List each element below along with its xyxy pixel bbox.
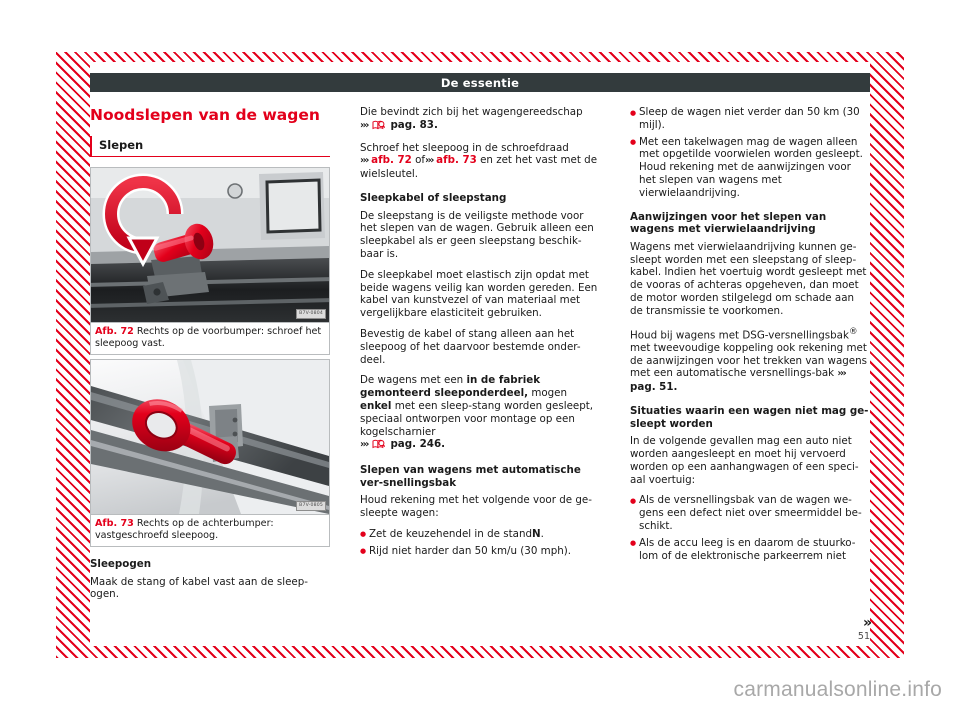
paragraph-dsg-a: Houd bij wagens met DSG-versnellingsbak — [630, 328, 849, 341]
paragraph-dsg-gearbox — [630, 326, 870, 394]
figure-72-caption-text: Rechts op de voorbumper: schroef het sleepoog vast. — [95, 326, 322, 349]
left-column — [90, 106, 330, 646]
paragraph-sleepogen: Maak de stang of kabel vast aan de sleep-ogen. — [90, 575, 309, 601]
page-title: Noodslepen van de wagen — [90, 106, 320, 124]
paragraph-factory-bold-2: enkel — [360, 399, 392, 412]
paragraph-factory-b: mogen — [531, 387, 568, 400]
chevron-ref-icon: ››› — [360, 439, 368, 451]
chevron-ref-icon: ››› — [360, 155, 368, 167]
continuation-arrow-icon: » — [862, 615, 870, 631]
section-heading-slepen: Slepen — [90, 136, 330, 157]
paragraph-factory-bold-1: in de fabriek gemonteerd sleeponderdeel, — [360, 374, 541, 400]
bullet-list-no-towing — [630, 494, 870, 562]
right-column — [630, 106, 870, 646]
figure-72-caption — [91, 322, 329, 354]
paragraph-factory-c: met een sleep-stang worden gesleept, speciaal ontworpen voor montage op een kogelscharnier — [360, 399, 594, 438]
paragraph-no-towing-intro: In de volgende gevallen mag een auto niet worden aangesleept en moet hij vervoerd worden op een aanhangwagen of een speci-aal voertuig: — [630, 435, 859, 486]
manual-page-frame — [56, 52, 904, 658]
page-reference-83[interactable]: pag. 83. — [390, 118, 438, 131]
paragraph-tool-location-text: Die bevindt zich bij het wagengereedschap — [360, 106, 583, 118]
figure-73-caption-text: Rechts op de achterbumper: vastgeschroefd sleepoog. — [95, 518, 274, 541]
paragraph-four-wheel-drive: Wagens met vierwielaandrijving kunnen ge-sleept worden met een sleepstang of sleep-kabel. Indien het voertuig wordt gesleept met de vooras of achteras opgeheven, dan moet de motor worden stilgelegd om schade aan de transmissie te voorkomen. — [630, 240, 867, 317]
chevron-ref-icon: ››› — [360, 119, 368, 131]
figure-72 — [90, 167, 330, 355]
figure-ref-73[interactable]: afb. 73 — [436, 154, 477, 167]
paragraph-sleepkabel-elastic: De sleepkabel moet elastisch zijn opdat met beide wagens veilig kan worden gereden. Een kabel van kunstvezel of van materiaal met vergelijkbare elasticiteit gebruiken. — [360, 268, 598, 320]
figure-72-code: B7V-0804 — [296, 309, 326, 319]
bullet-0-bold: N — [532, 527, 541, 540]
page-footer — [630, 617, 870, 642]
figure-73-image — [91, 360, 329, 514]
bullet-list-towing-limits — [630, 106, 870, 200]
list-item: ● Als de accu leeg is en daarom de stuurko-lom of de elektronische parkeerrem niet — [630, 537, 870, 563]
paragraph-factory-a: De wagens met een — [360, 374, 464, 387]
page-header-title: De essentie — [440, 75, 520, 90]
paragraph-screw-tow-eye — [360, 142, 600, 181]
page-sheet — [90, 62, 870, 646]
paragraph-screw-tail: en zet het vast met de wielsleutel. — [360, 154, 598, 181]
paragraph-sleepstang-safest: De sleepstang is de veiligste methode voor het slepen van de wagen. Gebruik alleen een sleepkabel als er geen sleepstang beschik-baar is. — [360, 209, 594, 260]
subheading-sleepkabel-of-sleepstang: Sleepkabel of sleepstang — [360, 191, 507, 204]
conjunction-of: of — [415, 154, 425, 167]
list-item — [360, 545, 600, 558]
figure-73-caption-number: Afb. 73 — [95, 518, 134, 529]
page-header-bar — [90, 73, 870, 92]
paragraph-tool-location — [360, 106, 600, 134]
paragraph-dsg-b: met tweevoudige koppeling ook rekening met de aanwijzingen voor het trekken van wagens met een automatische versnellings-bak — [630, 341, 868, 380]
subheading-four-wheel-drive: Aanwijzingen voor het slepen van wagens met vierwielaandrijving — [630, 210, 827, 236]
figure-73-caption — [91, 514, 329, 546]
page-reference-246[interactable]: pag. 246. — [390, 438, 446, 451]
paragraph-attach-cable: Bevestig de kabel of stang alleen aan het sleepoog of het daarvoor bestemde onder-deel. — [360, 327, 581, 366]
site-watermark: carmanualsonline.info — [733, 678, 942, 701]
bullet-0-pre: Zet de keuzehendel in de stand — [369, 527, 533, 540]
middle-column — [360, 106, 600, 646]
subheading-sleepogen: Sleepogen — [90, 558, 152, 570]
list-item: ● Als de versnellingsbak van de wagen we-gens een defect niet over smeermiddel be-schikt. — [630, 494, 870, 532]
bullet-0-post: . — [540, 527, 544, 540]
book-magnifier-icon — [372, 439, 385, 453]
paragraph-towed-vehicle-note: Houd rekening met het volgende voor de ge-sleepte wagen: — [360, 494, 592, 520]
list-item: ● Met een takelwagen mag de wagen alleen met opgetilde voorwielen worden gesleept. Houd rekening met de aanwijzingen voor het slepen van wagens met vierwielaandrijving. — [630, 136, 870, 200]
registered-trademark-symbol: ® — [848, 326, 858, 337]
figure-73 — [90, 359, 330, 547]
subheading-automatic-gearbox: Slepen van wagens met automatische ver-snellingsbak — [360, 464, 581, 489]
chevron-ref-icon: ››› — [425, 155, 433, 167]
list-item — [360, 528, 600, 541]
bullet-1-pre: Rijd niet harder dan 50 km/u (30 mph). — [369, 544, 572, 557]
paragraph-screw-line1: Schroef het sleepoog in de schroefdraad — [360, 141, 569, 154]
list-item: ● Sleep de wagen niet verder dan 50 km (30 mijl). — [630, 106, 870, 132]
figure-72-image — [91, 168, 329, 322]
paragraph-factory-fitted — [360, 374, 600, 453]
figure-72-caption-number: Afb. 72 — [95, 326, 134, 337]
book-magnifier-icon — [372, 120, 385, 134]
page-reference-51[interactable]: pag. 51. — [630, 381, 678, 394]
subheading-no-towing-situations: Situaties waarin een wagen niet mag ge-sleept worden — [630, 404, 869, 430]
chevron-ref-icon: ››› — [837, 368, 846, 380]
bullet-list-automatic-gearbox — [360, 528, 600, 558]
page-columns — [90, 106, 870, 646]
page-number: 51 — [857, 631, 870, 642]
figure-ref-72[interactable]: afb. 72 — [371, 154, 412, 167]
figure-73-code: B7V-0805 — [296, 501, 326, 511]
